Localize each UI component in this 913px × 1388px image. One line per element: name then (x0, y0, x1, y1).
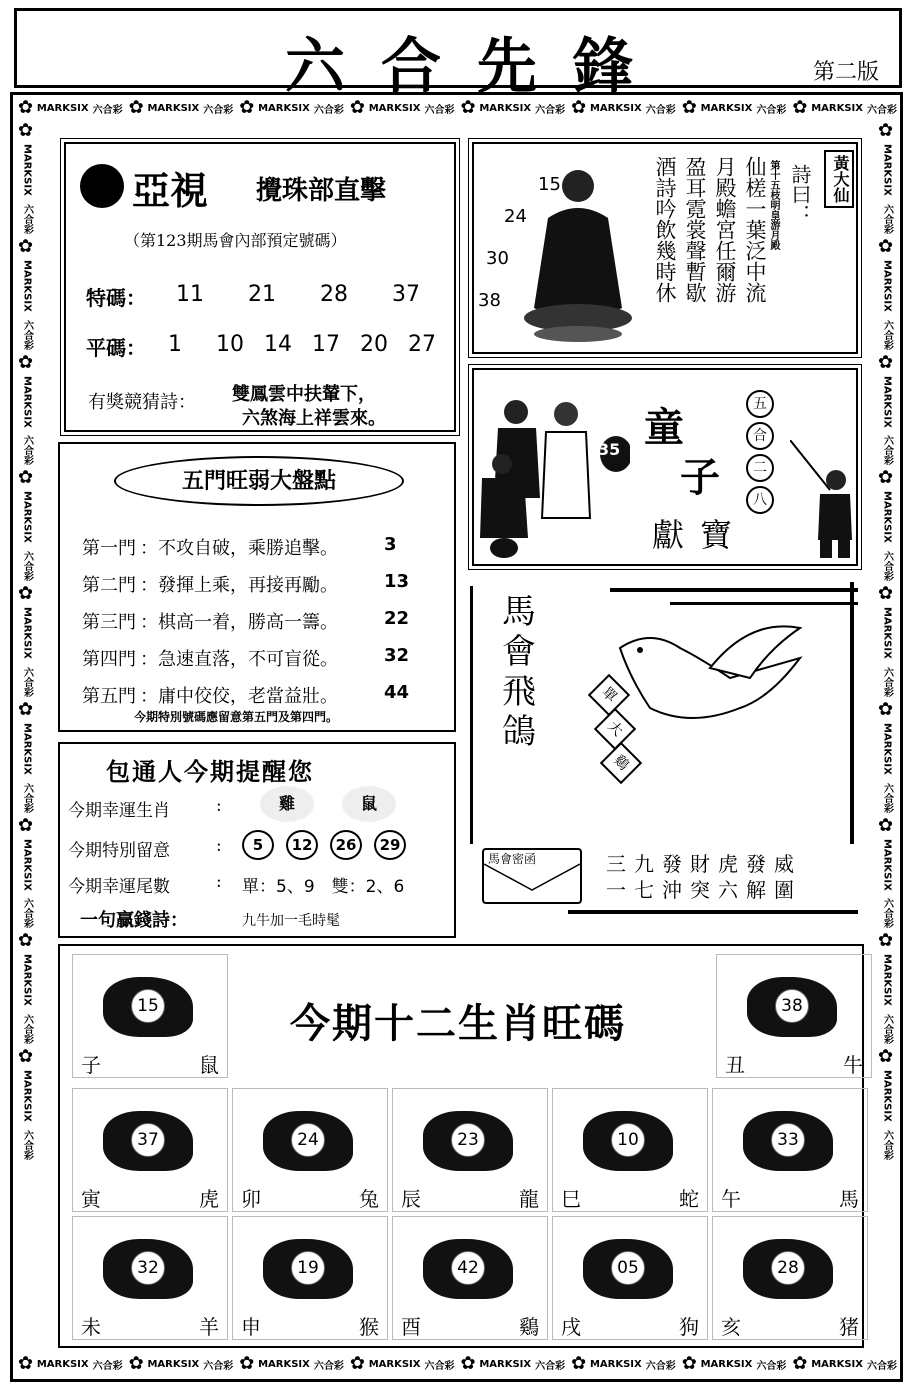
band-brand: MARKSIX (881, 144, 893, 196)
zodiac-animal-name: 狗 (679, 1315, 699, 1339)
band-mark: 六合彩 (881, 898, 893, 929)
gate-label: 第一門 (82, 538, 136, 559)
tail-label: 今期幸運尾數 (68, 877, 170, 897)
zodiac-cell (392, 1216, 548, 1340)
band-brand: MARKSIX (368, 102, 421, 114)
special-attention-number: 12 (286, 830, 318, 860)
hdx-poem-column: 仙槎一葉泛中流 (743, 156, 767, 303)
band-brand: MARKSIX (21, 1070, 33, 1123)
zodiac-title: 今期十二生肖旺碼 (290, 1001, 626, 1047)
band-brand: MARKSIX (21, 607, 33, 659)
lucky-zodiac-2: 鼠 (342, 786, 396, 822)
border-band-right (874, 122, 900, 1350)
hdx-poem-column: 酒詩吟飲幾時休 (653, 156, 677, 303)
band-mark: 六合彩 (21, 1130, 33, 1161)
special-attention-number: 5 (242, 830, 274, 860)
lucky-zodiac-colon: : (216, 796, 222, 816)
zodiac-number: 05 (611, 1251, 645, 1285)
masthead-title: 六合先鋒 (285, 32, 669, 102)
flower-icon (18, 99, 31, 117)
zodiac-branch: 亥 (721, 1315, 741, 1339)
zodiac-cell (552, 1216, 708, 1340)
pigeon-title-char: 鴿 (502, 712, 536, 752)
flower-icon (878, 1048, 896, 1066)
flower-icon (18, 469, 36, 487)
asia-tv-box (64, 142, 456, 432)
gate-text: ：棋高一着，勝高一籌。 (140, 612, 338, 633)
pigeon-bracket-top (610, 588, 858, 592)
band-mark: 六合彩 (645, 104, 676, 116)
flower-icon (682, 99, 695, 117)
band-mark: 六合彩 (756, 1360, 787, 1372)
asia-tv-heading: 攪珠部直擊 (256, 176, 387, 206)
zodiac-animal-name: 兔 (359, 1187, 379, 1211)
band-brand: MARKSIX (881, 375, 893, 428)
zodiac-cell (232, 1088, 388, 1212)
border-band-bottom (14, 1352, 899, 1376)
band-mark: 六合彩 (21, 782, 33, 813)
flower-icon (18, 1048, 36, 1066)
kite-char: 合 (746, 422, 774, 450)
children-subtitle: 獻寶 (652, 516, 749, 554)
band-mark: 六合彩 (881, 203, 893, 234)
secret-letter-label: 馬會密函 (488, 852, 537, 866)
pigeon-area (470, 578, 860, 848)
band-mark: 六合彩 (756, 104, 787, 116)
band-brand: MARKSIX (147, 102, 200, 114)
band-mark: 六合彩 (21, 1014, 33, 1045)
five-gates-box (58, 442, 456, 732)
flower-icon (878, 817, 896, 835)
zodiac-cell (716, 954, 872, 1078)
band-brand: MARKSIX (881, 722, 893, 775)
band-brand: MARKSIX (881, 491, 893, 544)
tail-value: 單：5、9 雙：2、6 (242, 877, 405, 897)
gate-label: 第二門 (82, 575, 136, 596)
zodiac-branch: 酉 (401, 1315, 421, 1339)
band-mark: 六合彩 (881, 1130, 893, 1161)
band-mark: 六合彩 (424, 104, 455, 116)
zodiac-number: 28 (771, 1251, 805, 1285)
band-mark: 六合彩 (881, 1014, 893, 1045)
zodiac-cell (712, 1088, 868, 1212)
band-mark: 六合彩 (21, 551, 33, 582)
band-brand: MARKSIX (21, 838, 33, 891)
band-brand: MARKSIX (881, 607, 893, 659)
lucky-zodiac-label: 今期幸運生肖 (68, 801, 170, 821)
zodiac-branch: 子 (81, 1053, 101, 1077)
band-mark: 六合彩 (867, 1360, 897, 1372)
special-number: 21 (248, 282, 276, 307)
secret-line-1: 三九發財虎發威 (606, 852, 802, 876)
hdx-poem-column: 月殿蟾宮任爾游 (713, 156, 737, 303)
band-brand: MARKSIX (368, 1358, 421, 1370)
zodiac-cell (552, 1088, 708, 1212)
flower-icon (682, 1355, 695, 1373)
band-brand: MARKSIX (21, 144, 33, 196)
band-mark: 六合彩 (92, 1360, 123, 1372)
band-mark: 六合彩 (203, 104, 234, 116)
band-brand: MARKSIX (21, 954, 33, 1007)
flower-icon (350, 1355, 363, 1373)
flower-icon (571, 1355, 584, 1373)
flower-icon (878, 701, 896, 719)
normal-number: 17 (312, 332, 340, 357)
gate-label: 第三門 (82, 612, 136, 633)
zodiac-animal-name: 羊 (199, 1315, 219, 1339)
band-brand: MARKSIX (21, 722, 33, 775)
zodiac-branch: 辰 (401, 1187, 421, 1211)
lucky-zodiac-1: 雞 (260, 786, 314, 822)
band-brand: MARKSIX (811, 1358, 863, 1370)
asia-tv-logo: 亞視 (132, 169, 209, 213)
band-brand: MARKSIX (479, 102, 532, 114)
zodiac-branch: 巳 (561, 1187, 581, 1211)
hdx-number: 15 (538, 174, 561, 195)
gate-number: 22 (384, 608, 410, 629)
band-brand: MARKSIX (21, 259, 33, 312)
special-number: 37 (392, 282, 420, 307)
band-brand: MARKSIX (881, 1070, 893, 1123)
flower-icon (18, 354, 36, 372)
pigeon-tag: 單 (588, 674, 630, 716)
band-mark: 六合彩 (535, 104, 566, 116)
huang-daxian-poem (646, 156, 786, 346)
special-number: 11 (176, 282, 204, 307)
band-brand: MARKSIX (479, 1358, 532, 1370)
normal-number: 14 (264, 332, 292, 357)
secret-line-2: 一七沖突六解圍 (606, 878, 802, 902)
band-brand: MARKSIX (36, 1358, 89, 1370)
band-mark: 六合彩 (881, 666, 893, 697)
poem-label: 有獎競猜詩： (88, 392, 196, 413)
special-label: 特碼： (86, 286, 146, 310)
zodiac-number: 38 (775, 989, 809, 1023)
gate-number: 3 (384, 534, 397, 555)
kite-boy-icon (790, 440, 860, 560)
zodiac-number: 24 (291, 1123, 325, 1157)
special-numbers (166, 282, 446, 312)
pigeon-bracket-right (850, 582, 854, 844)
pigeon-icon (610, 618, 810, 738)
band-mark: 六合彩 (313, 1360, 344, 1372)
gate-number: 13 (384, 571, 410, 592)
flower-icon (461, 99, 474, 117)
winning-poem: 九牛加一毛時髦 (242, 913, 340, 929)
gate-text: ：不攻自破，乘勝追擊。 (140, 538, 338, 559)
band-mark: 六合彩 (645, 1360, 676, 1372)
flower-icon (18, 122, 36, 140)
zodiac-branch: 申 (241, 1315, 261, 1339)
gate-number: 44 (384, 682, 410, 703)
band-brand: MARKSIX (811, 102, 863, 114)
band-mark: 六合彩 (313, 104, 344, 116)
gate-number: 32 (384, 645, 410, 666)
pigeon-title-char: 飛 (502, 672, 536, 712)
hdx-poem-column: 盈耳霓裳聲暫歇 (683, 156, 707, 303)
zodiac-number: 42 (451, 1251, 485, 1285)
zodiac-number: 33 (771, 1123, 805, 1157)
secret-rule (568, 910, 858, 914)
flower-icon (18, 701, 36, 719)
band-mark: 六合彩 (21, 435, 33, 466)
gate-text: ：急速直落，不可盲從。 (140, 649, 338, 670)
band-brand: MARKSIX (700, 102, 753, 114)
zodiac-branch: 卯 (241, 1187, 261, 1211)
zodiac-branch: 寅 (81, 1187, 101, 1211)
reminder-title: 包通人今期提醒您 (106, 757, 314, 786)
five-gates-note: 今期特別號碼應留意第五門及第四門。 (134, 710, 339, 724)
secret-letter-area (478, 848, 858, 922)
hdx-caption: 第十五枝明皇游月殿 (768, 160, 779, 250)
zodiac-animal-name: 牛 (843, 1053, 863, 1077)
band-brand: MARKSIX (700, 1358, 753, 1370)
band-brand: MARKSIX (589, 1358, 642, 1370)
zodiac-branch: 戌 (561, 1315, 581, 1339)
band-mark: 六合彩 (881, 782, 893, 813)
zodiac-animal-name: 鼠 (199, 1053, 219, 1077)
zodiac-number: 37 (131, 1123, 165, 1157)
kite-char: 五 (746, 390, 774, 418)
hdx-poem-title: 詩曰： (788, 164, 812, 224)
band-mark: 六合彩 (881, 435, 893, 466)
flower-icon (18, 817, 36, 835)
gate-label: 第四門 (82, 649, 136, 670)
flower-icon (878, 469, 896, 487)
children-title-1: 童 (644, 404, 684, 451)
zodiac-animal-name: 蛇 (679, 1187, 699, 1211)
flower-icon (129, 99, 142, 117)
zodiac-cell (232, 1216, 388, 1340)
band-brand: MARKSIX (21, 491, 33, 544)
poem-line-2: 六煞海上祥雲來。 (242, 408, 386, 429)
normal-number: 1 (168, 332, 182, 357)
zodiac-number: 10 (611, 1123, 645, 1157)
band-mark: 六合彩 (867, 104, 897, 116)
band-mark: 六合彩 (92, 104, 123, 116)
zodiac-cell (72, 954, 228, 1078)
flower-icon (239, 1355, 252, 1373)
zodiac-animal-name: 鷄 (519, 1315, 539, 1339)
flower-icon (878, 354, 896, 372)
pigeon-bracket-top-2 (670, 602, 858, 605)
flower-icon (239, 99, 252, 117)
zodiac-number: 19 (291, 1251, 325, 1285)
band-mark: 六合彩 (21, 203, 33, 234)
flower-icon (350, 99, 363, 117)
border-band-left (14, 122, 40, 1350)
hdx-number: 38 (478, 290, 501, 311)
five-gates-title: 五門旺弱大盤點 (181, 469, 336, 494)
zodiac-box (58, 944, 864, 1348)
flower-icon (878, 932, 896, 950)
children-box (472, 368, 858, 566)
normal-number: 27 (408, 332, 436, 357)
kite-chars (746, 390, 780, 520)
asia-tv-subheading: （第123期馬會內部預定號碼） (124, 231, 347, 250)
zodiac-number: 23 (451, 1123, 485, 1157)
normal-number: 20 (360, 332, 388, 357)
edition-label: 第二版 (812, 60, 879, 85)
poem-line-1: 雙鳳雲中扶輦下， (232, 384, 376, 405)
band-brand: MARKSIX (258, 1358, 310, 1370)
zodiac-cell (72, 1088, 228, 1212)
band-mark: 六合彩 (535, 1360, 566, 1372)
band-brand: MARKSIX (36, 102, 89, 114)
gate-text: ：發揮上乘，再接再勵。 (140, 575, 338, 596)
zodiac-branch: 丑 (725, 1053, 745, 1077)
reminder-box (58, 742, 456, 938)
flower-icon (18, 932, 36, 950)
normal-numbers (162, 332, 452, 362)
tail-colon: : (216, 872, 222, 892)
zodiac-branch: 午 (721, 1187, 741, 1211)
band-brand: MARKSIX (589, 102, 642, 114)
band-brand: MARKSIX (881, 954, 893, 1007)
children-title-2: 子 (680, 454, 720, 501)
zodiac-number: 32 (131, 1251, 165, 1285)
band-brand: MARKSIX (258, 102, 310, 114)
hdx-number: 24 (504, 206, 527, 227)
special-attention-label: 今期特別留意 (68, 841, 170, 861)
huang-daxian-box (472, 142, 858, 354)
pigeon-tag: 大 (594, 708, 636, 750)
flower-icon (461, 1355, 474, 1373)
flower-icon (878, 238, 896, 256)
border-band-top (14, 96, 899, 120)
flower-icon (878, 122, 896, 140)
zodiac-animal-name: 龍 (519, 1187, 539, 1211)
gate-text: ：庸中佼佼，老當益壯。 (140, 686, 338, 707)
band-brand: MARKSIX (21, 375, 33, 428)
normal-label: 平碼： (86, 336, 146, 360)
pigeon-title-char: 會 (502, 632, 536, 672)
band-brand: MARKSIX (881, 259, 893, 312)
pigeon-tag: 鷄 (600, 742, 642, 784)
band-mark: 六合彩 (424, 1360, 455, 1372)
zodiac-cell (72, 1216, 228, 1340)
special-attention-numbers (242, 830, 442, 862)
zodiac-animal-name: 虎 (199, 1187, 219, 1211)
gate-label: 第五門 (82, 686, 136, 707)
zodiac-animal-name: 馬 (839, 1187, 859, 1211)
flower-icon (129, 1355, 142, 1373)
kite-char: 八 (746, 486, 774, 514)
zodiac-branch: 未 (81, 1315, 101, 1339)
pigeon-title-char: 馬 (502, 592, 536, 632)
zodiac-number: 15 (131, 989, 165, 1023)
children-lantern-icon (480, 378, 630, 564)
flower-icon (878, 585, 896, 603)
band-mark: 六合彩 (21, 898, 33, 929)
winning-poem-label: 一句贏錢詩： (80, 910, 188, 931)
kite-char: 二 (746, 454, 774, 482)
band-brand: MARKSIX (881, 838, 893, 891)
immortal-figure-icon (518, 158, 638, 348)
hdx-badge: 黃大仙 (824, 150, 854, 208)
band-mark: 六合彩 (21, 319, 33, 350)
masthead (14, 8, 902, 102)
band-mark: 六合彩 (881, 551, 893, 582)
flower-icon (18, 238, 36, 256)
special-attention-number: 26 (330, 830, 362, 860)
hdx-number: 30 (486, 248, 509, 269)
band-mark: 六合彩 (21, 666, 33, 697)
pigeon-bracket-left (470, 586, 473, 844)
zodiac-cell (392, 1088, 548, 1212)
band-mark: 六合彩 (203, 1360, 234, 1372)
band-mark: 六合彩 (881, 319, 893, 350)
zodiac-animal-name: 猴 (359, 1315, 379, 1339)
asia-tv-logo-mark (80, 164, 124, 208)
flower-icon (792, 99, 805, 117)
flower-icon (18, 585, 36, 603)
flower-icon (571, 99, 584, 117)
normal-number: 10 (216, 332, 244, 357)
flower-icon (792, 1355, 805, 1373)
zodiac-animal-name: 猪 (839, 1315, 859, 1339)
zodiac-cell (712, 1216, 868, 1340)
special-attention-colon: : (216, 836, 222, 856)
pigeon-tags (594, 680, 634, 790)
band-brand: MARKSIX (147, 1358, 200, 1370)
lantern-number: 35 (598, 440, 621, 459)
special-attention-number: 29 (374, 830, 406, 860)
special-number: 28 (320, 282, 348, 307)
flower-icon (18, 1355, 31, 1373)
